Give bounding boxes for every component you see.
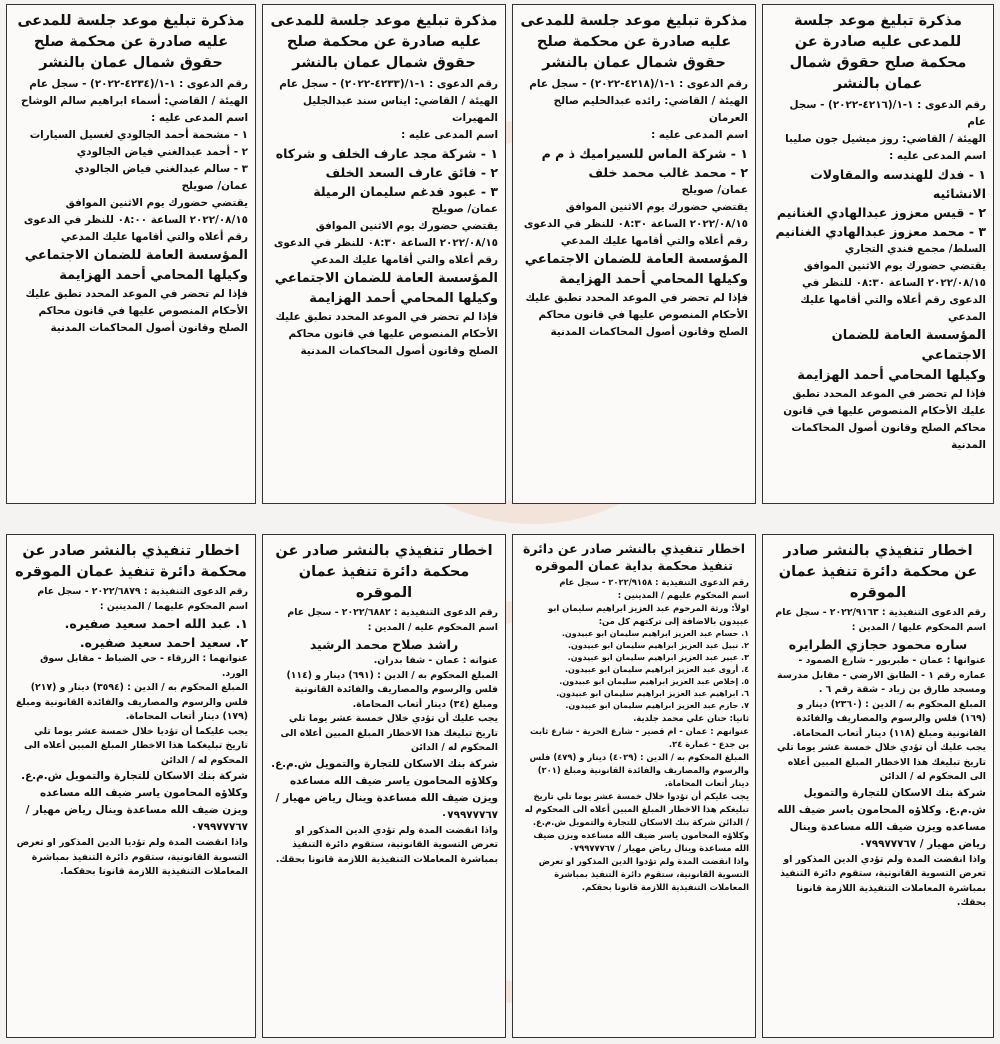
case-number: رقم الدعوى التنفيذية : ٢٠٢٢/٦٨٨٢ - سجل عام: [287, 607, 498, 618]
defendant-label: اسم المدعى عليه :: [651, 129, 748, 141]
debtor-name: راشد صلاح محمد الرشيد: [309, 637, 459, 652]
heir-name: ٢. نبيل عبد العزيز ابراهيم سليمان ابو عبيدون.: [567, 641, 749, 650]
heir-name: ٤. أروى عبد العزيز ابراهيم سليمان ابو عبيدون.: [564, 665, 749, 674]
closing-text: واذا انقضت المدة ولم تؤدي الدين المذكور او تعرض التسوية القانونية، ستقوم دائرة التنفيذ بمباشرة المعاملات التنفيذية اللازمة قانونا بحقك.: [780, 853, 986, 908]
notice-title: مذكرة تبليغ موعد جلسة للمدعى عليه صادرة عن محكمة صلح حقوق شمال عمان بالنشر: [789, 13, 967, 92]
heir-name: ٦. ابراهيم عبد العزيز ابراهيم سليمان ابو عبيدون.: [556, 689, 749, 698]
payment-text: يجب عليك أن تؤدي خلال خمسة عشر يوما تلي تاريخ تبليغك هذا الاخطار المبلغ المبين أعلاه الى المحكوم له / الدائن: [280, 713, 498, 753]
lawyer: وكيلها المحامي أحمد الهزايمة: [559, 272, 748, 287]
address: عنوانه : عمان - شفا بدران.: [373, 655, 498, 666]
debtor-label: اسم المحكوم عليه / المدين :: [367, 621, 498, 633]
defendant-name: ٢ - أحمد عبدالغني فياض الجالودي: [76, 146, 248, 158]
notice-summons-4234: [6, 4, 256, 504]
second-debtor: ثانيا: حنان علي محمد جلدية.: [633, 713, 749, 723]
heir-name: ٧. حازم عبد العزيز ابراهيم سليمان ابو عبيدون.: [565, 701, 749, 710]
plaintiff: المؤسسة العامة للضمان الاجتماعي: [524, 252, 748, 267]
payment-text: يجب عليكما أن تؤديا خلال خمسة عشر يوما تلي تاريخ تبليغكما هذا الاخطار المبلغ المبين أعلاه الى المحكوم له / الدائن: [23, 725, 248, 766]
address: عمان/ صويلح: [431, 203, 498, 215]
closing-text: واذا انقضت المدة ولم تؤدي الدين المذكور او تعرض التسوية القانونية، ستقوم دائرة التنفيذ بمباشرة المعاملات التنفيذية اللازمة قانونا بحقك.: [275, 824, 498, 865]
appearance-text: يقتضي حضورك يوم الاثنين الموافق ٢٠٢٢/٠٨/١٥ الساعة ٠٨:٠٠ للنظر في الدعوى رقم أعلاه والتي أقامها عليك المدعي: [23, 197, 248, 243]
warning-text: فإذا لم تحضر في الموعد المحدد تطبق عليك الأحكام المنصوص عليها في قانون محاكم الصلح وقانون أصول المحاكمات المدنية: [275, 311, 498, 357]
defendant-name: ١ - شركة الماس للسيراميك ذ م م: [541, 146, 748, 161]
case-number: رقم الدعوى : ١-١/(٤٢٣٤-٢٠٢٢) - سجل عام: [29, 78, 248, 90]
address: عنوانهم : عمان - ام قصير - شارع الحرية - شارع ثابت بن جدع - عمارة ٢٤.: [530, 726, 749, 749]
notice-title: مذكرة تبليغ موعد جلسة للمدعى عليه صادرة عن محكمة صلح حقوق شمال عمان بالنشر: [270, 13, 498, 71]
judge: الهيئة / القاضي: أسماء ابراهيم سالم الوشاح: [21, 95, 248, 107]
defendant-name: ٣ - محمد معزوز عبدالهادي الغنانيم: [775, 224, 986, 239]
amount: المبلغ المحكوم به / الدين : (٣٥٩٤) دينار و (٢١٧) فلس والرسوم والمصاريف والفائدة القانونية ومبلغ (١٧٩) دينار أتعاب المحاماة.: [15, 682, 248, 722]
notice-summons-4216: [762, 4, 994, 504]
lawyer: وكيلها المحامي أحمد الهزايمة: [797, 368, 986, 383]
address: السلط/ مجمع فندي التجاري: [844, 243, 986, 255]
plaintiff: المؤسسة العامة للضمان الاجتماعي: [24, 248, 248, 263]
warning-text: فإذا لم تحضر في الموعد المحدد تطبق عليك الأحكام المنصوص عليها في قانون محاكم الصلح وقانون أصول المحاكمات المدنية: [25, 288, 248, 334]
notice-summons-4218: [512, 4, 756, 504]
plaintiff: المؤسسة العامة للضمان الاجتماعي: [831, 328, 986, 363]
notice-exec-9158: [512, 534, 756, 1038]
creditor: شركة بنك الاسكان للتجارة والتمويل ش.م.ع. وكلاؤه المحامون ياسر ضيف الله مساعده ويزن ضيف الله مساعدة وينال رياض مهيار / ٠٧٩٩٧٧٧٦٧: [777, 786, 986, 850]
defendant-name: ٣ - سالم عبدالغني فياض الجالودي: [74, 163, 248, 175]
notice-title: اخطار تنفيذي بالنشر صادر عن دائرة تنفيذ محكمة بداية عمان الموقره: [522, 541, 746, 573]
judge: الهيئة / القاضي: رائده عبدالحليم صالح العرمان: [553, 95, 748, 124]
defendant-label: اسم المدعى عليه :: [151, 112, 248, 124]
payment-text: يجب عليك أن تؤدي خلال خمسة عشر يوما تلي تاريخ تبليغك هذا الاخطار المبلغ المبين أعلاه الى المحكوم له / الدائن: [777, 742, 986, 782]
notice-exec-6882: [262, 534, 506, 1038]
creditor: شركة بنك الاسكان للتجارة والتمويل ش.م.ع. وكلاؤه المحامون ياسر ضيف الله مساعده ويزن ضيف الله مساعدة وينال رياض مهيار / ٠٧٩٩٧٧٧٦٧: [271, 757, 498, 821]
notice-title: اخطار تنفيذي بالنشر صادر عن محكمة دائرة تنفيذ عمان الموقره: [778, 543, 978, 601]
appearance-text: يقتضي حضورك يوم الاثنين الموافق ٢٠٢٢/٠٨/١٥ الساعة ٠٨:٣٠ للنظر في الدعوى رقم أعلاه والتي أقامها عليك المدعي: [273, 220, 498, 266]
closing-text: واذا انقضت المدة ولم تؤدوا الدين المذكور او تعرض التسوية القانونية، ستقوم دائرة التنفيذ بمباشرة المعاملات التنفيذية اللازمة قانونا بحقكم.: [538, 856, 749, 892]
address: عمان/ صويلح: [681, 184, 748, 196]
notices-page: [6, 4, 994, 1040]
notice-title: مذكرة تبليغ موعد جلسة للمدعى عليه صادرة عن محكمة صلح حقوق شمال عمان بالنشر: [17, 13, 245, 71]
debtor-name: ٢. سعيد احمد سعيد صفيره.: [79, 635, 248, 650]
debtor-label: اسم المحكوم عليهما / المدينين :: [99, 600, 248, 612]
amount: المبلغ المحكوم به / الدين : (٤٠٢٩) دينار و (٤٧٩) فلس والرسوم والمصاريف والفائدة القانونية ومبلغ (٢٠١) دينار أتعاب المحاماة.: [529, 752, 749, 788]
notice-title: مذكرة تبليغ موعد جلسة للمدعى عليه صادرة عن محكمة صلح حقوق شمال عمان بالنشر: [520, 13, 748, 71]
appearance-text: يقتضي حضورك يوم الاثنين الموافق ٢٠٢٢/٠٨/١٥ الساعة ٠٨:٣٠ للنظر في الدعوى رقم أعلاه والتي أقامها عليك المدعي: [523, 201, 748, 247]
amount: المبلغ المحكوم به / الدين : (٢٣٦٠) دينار و (١٦٩) فلس والرسوم والمصاريف والفائدة القانونية ومبلغ (١١٨) دينار أتعاب المحاماة.: [792, 698, 986, 739]
warning-text: فإذا لم تحضر في الموعد المحدد تطبق عليك الأحكام المنصوص عليها في قانون محاكم الصلح وقانون أصول المحاكمات المدنية: [525, 292, 748, 338]
judge: الهيئة / القاضي: ايناس سند عبدالجليل المهيرات: [303, 95, 498, 124]
heirs-intro: اولاً: ورثة المرحوم عبد العزيز ابراهيم سليمان ابو عبيدون بالاضافة إلى تركتهم كل من:: [547, 603, 749, 626]
defendant-name: ٢ - قيس معزوز عبدالهادي الغنانيم: [776, 205, 986, 220]
plaintiff: المؤسسة العامة للضمان الاجتماعي: [274, 271, 498, 286]
notice-exec-6879: [6, 534, 256, 1038]
payment-text: يجب عليكم أن تؤدوا خلال خمسة عشر يوما تلي تاريخ تبليغكم هذا الاخطار المبلغ المبين أعلاه الى المحكوم له / الدائن شركة بنك الاسكان للتجارة والتمويل ش.م.ع. وكلاؤه المحامون ياسر ضيف الله مساعده ويزن ضيف الله مساعدة وينال رياض مهيار / ٠٧٩٩٧٧٧٦٧: [524, 791, 749, 853]
case-number: رقم الدعوى التنفيذية : ٢٠٢٢/٩١٥٨ - سجل عام: [559, 577, 749, 587]
notice-title: اخطار تنفيذي بالنشر صادر عن محكمة دائرة تنفيذ عمان الموقره: [275, 543, 493, 601]
judge: الهيئة / القاضي: روز ميشيل جون صليبا: [785, 133, 986, 145]
address: عمان/ صويلح: [181, 180, 248, 192]
closing-text: واذا انقضت المدة ولم تؤديا الدين المذكور او تعرض التسوية القانونية، ستقوم دائرة التنفيذ بمباشرة المعاملات التنفيذية اللازمة قانونا بحقكما.: [16, 837, 248, 877]
defendant-label: اسم المدعى عليه :: [401, 129, 498, 141]
heir-name: ٥. إخلاص عبد العزيز ابراهيم سليمان ابو عبيدون.: [559, 677, 749, 686]
debtor-name: ١. عبد الله احمد سعيد صفيره.: [64, 616, 248, 631]
debtor-label: اسم المحكوم عليهم / المدينين :: [617, 590, 749, 600]
creditor: شركة بنك الاسكان للتجارة والتمويل ش.م.ع. وكلاؤه المحامون ياسر ضيف الله مساعده ويزن ضيف الله مساعدة وينال رياض مهيار / ٠٧٩٩٧٧٧٦٧: [21, 770, 248, 833]
defendant-name: ١ - فدك للهندسه والمقاولات الانشائيه: [810, 167, 986, 201]
debtor-label: اسم المحكوم عليها / المدين :: [851, 621, 986, 633]
case-number: رقم الدعوى : ١-١/(٤٢١٨-٢٠٢٢) - سجل عام: [529, 78, 748, 90]
defendant-name: ٢ - محمد غالب محمد خلف: [588, 165, 748, 180]
defendant-name: ١ - شركة مجد عارف الخلف و شركاه: [275, 146, 498, 161]
defendant-name: ١ - مشحمة أحمد الجالودي لغسيل السيارات: [29, 129, 248, 141]
heir-name: ١. حسام عبد العزيز ابراهيم سليمان ابو عبيدون.: [561, 629, 749, 638]
appearance-text: يقتضي حضورك يوم الاثنين الموافق ٢٠٢٢/٠٨/١٥ الساعة ٠٨:٣٠ للنظر في الدعوى رقم أعلاه والتي أقامها عليك المدعي: [800, 260, 986, 323]
case-number: رقم الدعوى : ١-١/(٤٢١٦-٢٠٢٢) - سجل عام: [789, 99, 986, 128]
notice-summons-4233: [262, 4, 506, 504]
notice-exec-9163: [762, 534, 994, 1038]
debtor-name: ساره محمود حجازي الطرايره: [788, 637, 968, 652]
address: عنوانهما : الزرقاء - حي الضباط - مقابل سوق الورد.: [40, 653, 248, 679]
lawyer: وكيلها المحامي أحمد الهزايمة: [59, 268, 248, 283]
case-number: رقم الدعوى التنفيذية : ٢٠٢٢/٩١٦٣ - سجل عام: [775, 607, 986, 618]
defendant-name: ٣ - عبود فدغم سليمان الرميلة: [313, 184, 498, 199]
case-number: رقم الدعوى التنفيذية : ٢٠٢٢/٦٨٧٩ - سجل عام: [37, 586, 248, 597]
heir-name: ٣. عبير عبد العزيز ابراهيم سليمان ابو عبيدون.: [567, 653, 749, 662]
amount: المبلغ المحكوم به / الدين : (٦٩١) دينار و (١١٤) فلس والرسوم والمصاريف والفائدة القانونية ومبلغ (٣٤) دينار أتعاب المحاماة.: [286, 669, 498, 710]
case-number: رقم الدعوى : ١-١/(٤٢٣٣-٢٠٢٢) - سجل عام: [279, 78, 498, 90]
address: عنوانها : عمان - طبربور - شارع الصمود - عماره رقم ١ - الطابق الارضي - مقابل مدرسة ومسجد طارق بن زياد - شقة رقم ٦ .: [777, 655, 986, 695]
warning-text: فإذا لم تحضر في الموعد المحدد تطبق عليك الأحكام المنصوص عليها في قانون محاكم الصلح وقانون أصول المحاكمات المدنية: [783, 388, 986, 451]
lawyer: وكيلها المحامي أحمد الهزايمة: [309, 291, 498, 306]
notice-title: اخطار تنفيذي بالنشر صادر عن محكمة دائرة تنفيذ عمان الموقره: [15, 543, 247, 580]
defendant-name: ٢ - فائق عارف السعد الخلف: [325, 165, 498, 180]
defendant-label: اسم المدعى عليه :: [889, 150, 986, 162]
